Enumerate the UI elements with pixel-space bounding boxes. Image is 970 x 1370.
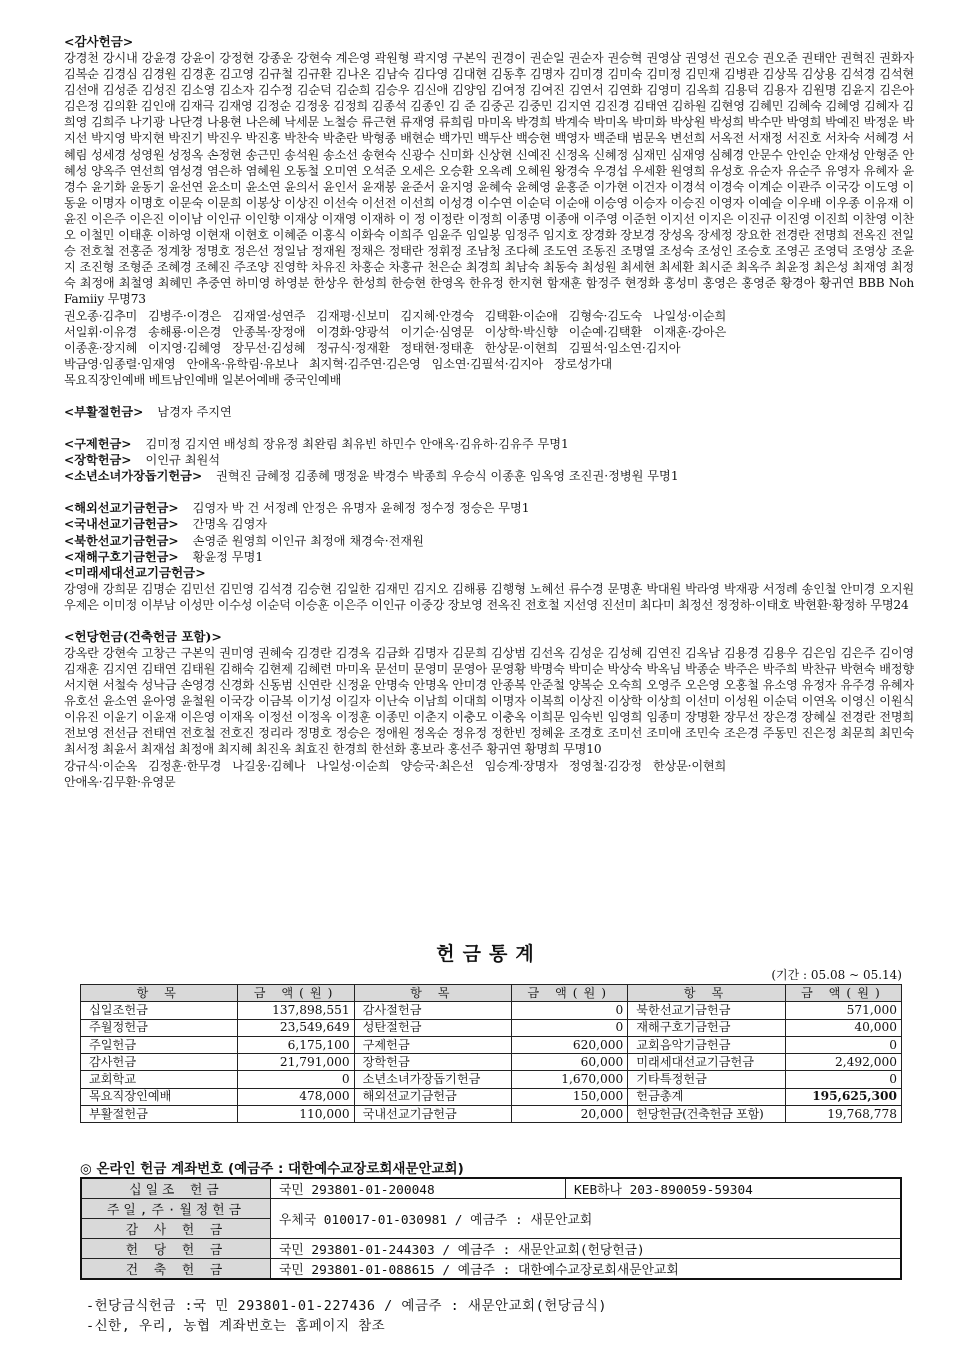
account-label: 감 사 헌 금	[81, 1219, 271, 1239]
stats-amount: 20,000	[512, 1106, 628, 1123]
stats-item: 주일헌금	[81, 1036, 238, 1053]
future-section	[64, 564, 918, 613]
stats-amount: 137,898,551	[238, 1002, 354, 1019]
stats-amount: 571,000	[785, 1002, 901, 1019]
stats-item: 헌당헌금(건축헌금 포함)	[628, 1106, 785, 1123]
scholarship-title: <장학헌금>	[64, 453, 132, 468]
stats-title: 헌금통계	[436, 943, 542, 965]
stats-item: 재해구호기금헌금	[628, 1019, 785, 1036]
building-names: 강옥란 강현숙 고창근 구본익 권미영 권혜숙 김경란 김경옥 김금화 김명자 김문희 김상범 김선옥 김성운 김성혜 김연진 김옥남 김용경 김용우 김은임 김은주 김이영 김재훈 김지연 김태연 김태원 김해숙 김현제 김혜련 마미옥 문선미 문영미 문영아 문영황 박명숙 박미순 박상숙 박옥님 박종순 박주은 박주희 박찬규 박현숙 배정향 서지현 서철숙 성낙금 손영경 신경화 신동범 신연란 신정윤 안명숙 안명옥 안미경 안종복 안준철 양복순 오숙희 오영주 오은영 오홍철 유소영 유정자 유주경 유혜자 유호선 윤소연 윤아영 윤철원 이국강 이금복 이기성 이길자 이난숙 이남희 이대희 이명자 이복희 이상진 이상학 이상희 이선미 이성원 이순덕 이연옥 이영신 이원식 이유진 이윤기 이윤재 이은영 이재옥 이정선 이정옥 이정훈 이종민 이춘지 이충모 이충옥 이희문 임숙빈 임영희 임종미 장명환 장무선 장은경 장혜실 전경란 전명희 전보영 전선금 전태연 전호철 전호진 정리라 정명호 정승은 정애원 정옥순 정유정 정한빈 정혜윤 조경호 조미선 조미애 조민숙 조은경 주동민 진은정 최문희 최민숙 최서정 최윤서 최재섭 최정애 최지혜 최진옥 최효진 한경희 한선화 홍보라 홍선주 황귀연 황명희 무명10	[64, 645, 918, 757]
relief-row	[64, 436, 914, 452]
stats-amount: 23,549,649	[238, 1019, 354, 1036]
stats-item: 목요직장인예배	[81, 1088, 238, 1105]
account-row	[81, 1259, 901, 1280]
disaster-row	[64, 549, 914, 565]
account-label: 건 축 헌 금	[81, 1259, 271, 1280]
stats-header-amount: 금 액(원)	[238, 985, 354, 1002]
stats-amount: 0	[512, 1019, 628, 1036]
stats-item: 구제헌금	[354, 1036, 511, 1053]
stats-item: 장학헌금	[354, 1054, 511, 1071]
stats-amount: 0	[512, 1002, 628, 1019]
stats-amount: 478,000	[238, 1088, 354, 1105]
account-value: KEB하나 203-890059-59304	[566, 1178, 901, 1199]
account-value: 국민 293801-01-200048	[271, 1178, 566, 1199]
building-couples: 강규식·이순옥 김정훈·한무경 나길웅·김혜나 나일성·이순희 양승국·최은선 임승계·장명자 정영철·김강정 한상문·이현희 안애옥·김무환·유영문	[64, 758, 727, 789]
account-row	[81, 1199, 901, 1219]
stats-amount: 110,000	[238, 1106, 354, 1123]
stats-table	[80, 984, 902, 1123]
northkorea-names: 손영준 원영희 이인규 최정애 채경숙·전재원	[192, 533, 424, 548]
building-title: <헌당헌금(건축헌금 포함)>	[64, 628, 222, 644]
overseas-row	[64, 500, 914, 516]
stats-item: 성탄절헌금	[354, 1019, 511, 1036]
overseas-title: <해외선교기금헌금>	[64, 501, 179, 516]
building-section	[64, 628, 918, 790]
stats-item: 감사절헌금	[354, 1002, 511, 1019]
youth-names: 권혁진 금혜정 김종혜 맹정윤 박경수 박종희 우승식 이종훈 임옥영 조진권·정병원 무명1	[216, 469, 679, 484]
northkorea-title: <북한선교기금헌금>	[64, 533, 179, 548]
stats-item: 감사헌금	[81, 1054, 238, 1071]
stats-row	[81, 1002, 902, 1019]
stats-row	[81, 1036, 902, 1053]
thanks-title: <감사헌금>	[64, 34, 134, 49]
account-label: 십일조 헌금	[81, 1178, 271, 1199]
thanks-section	[64, 34, 918, 388]
stats-item: 기타특정헌금	[628, 1071, 785, 1088]
stats-amount: 1,670,000	[512, 1071, 628, 1088]
domestic-names: 간명옥 김영자	[192, 517, 268, 532]
stats-header-item: 항 목	[81, 985, 238, 1002]
account-row	[81, 1239, 901, 1259]
stats-item: 부활절헌금	[81, 1106, 238, 1123]
youth-title: <소년소녀가장돕기헌금>	[64, 469, 203, 484]
stats-item: 교회학교	[81, 1071, 238, 1088]
northkorea-row	[64, 533, 914, 549]
thanks-names: 강경천 강시내 강윤경 강윤이 강정현 강종운 강현숙 계은영 곽원형 곽지영 구본익 권경이 권순일 권순자 권승혁 권영삼 권영선 권오승 권오준 권태안 권혁진 권화자 김복순 김경심 김경원 김경훈 김고영 김규철 김규환 김나온 김남숙 김다영 김대현 김동후 김명자 김미경 김미숙 김미정 김민재 김병관 김상목 김상용 김석경 김석현 김선애 김성준 김성진 김소영 김소자 김수정 김순덕 김순희 김승우 김신애 김양임 김여정 김여진 김연서 김연화 김영미 김옥희 김용덕 김용자 김원명 김윤지 김은아 김은정 김의환 김인애 김재극 김재영 김정순 김정웅 김정희 김종석 김종인 김 준 김중곤 김중민 김지연 김진경 김태연 김하원 김현영 김혜민 김혜숙 김혜영 김혜자 김희영 김희주 나기광 나단경 나용현 나은혜 낙세문 노철승 류근현 류재영 류희림 마미옥 박경희 박계숙 박미옥 박미화 박상원 박성희 박수만 박영희 박예진 박정운 박지선 박지영 박지현 박진기 박진우 박진홍 박찬숙 박춘란 박형종 배현순 백가민 백두산 백승현 백영자 백준태 범문옥 변선희 서옥전 서재정 서진호 서차숙 서혜경 서혜림 성세경 성영원 성정옥 손정현 송근민 송석원 송소선 송현숙 신광수 신미화 신상현 신예진 신정옥 신혜정 심재민 심재영 심혜경 안문수 안인순 안재성 안형준 안혜성 양옥주 연선희 염성경 염은하 염혜원 오동철 오미연 오석준 오세은 오승환 오옥례 오혜원 왕경숙 우경섭 우세환 원영희 유성호 유순자 유순주 유영자 유혜자 윤경수 윤기화 윤동기 윤선연 윤소미 윤소연 윤의서 윤인서 윤재봉 윤준서 윤지영 윤혜숙 윤혜영 윤홍준 이가현 이건자 이경석 이경숙 이계순 이관주 이국강 이도영 이동윤 이명자 이명호 이문숙 이문희 이봉상 이상진 이선숙 이선전 이선희 이성경 이수연 이순덕 이순애 이승영 이승자 이승진 이영자 이예슬 이우배 이우종 이유재 이윤진 이은주 이은진 이이남 이인규 이인향 이재상 이재영 이재하 이 정 이정란 이정희 이종명 이종애 이주영 이준헌 이지선 이지은 이진규 이진영 이진희 이찬영 이찬오 이철민 이태훈 이하영 이현재 이현호 이혜준 이홍식 이화숙 이희주 임윤주 임일봉 임정주 임지호 장경화 장보경 장성옥 장세정 장요한 전경란 전명희 전옥진 전일승 전호철 전홍준 정계창 정명호 정은선 정일남 정재원 정채은 정태란 정휘정 조남청 조다혜 조도연 조동진 조명열 조성숙 조성인 조승호 조영곤 조영덕 조영상 조윤지 조진형 조형준 조혜경 조혜진 주조양 진영학 차유진 차홍순 차홍규 천은순 최경희 최남숙 최동숙 최성원 최세현 최세환 최시준 최옥주 최윤정 최은성 최재영 최정숙 최정애 최철영 최혜민 추중연 하미영 하영분 한상우 한성희 한승현 한영옥 한유정 한지현 함재훈 함정주 현정화 홍성미 홍영은 홍영준 황경아 황귀연 BBB Noh Famiiy 무명73	[64, 51, 918, 307]
resurrection-names: 남경자 주지연	[157, 404, 232, 419]
stats-item: 해외선교기금헌금	[354, 1088, 511, 1105]
account-note: -신한, 우리, 농협 계좌번호는 홈페이지 참조	[86, 1318, 386, 1334]
account-value: 국민 293801-01-244303 / 예금주 : 새문안교회(헌당헌금)	[271, 1239, 902, 1259]
account-label: 헌 당 헌 금	[81, 1239, 271, 1259]
stats-amount: 0	[785, 1036, 901, 1053]
stats-total-amount: 195,625,300	[785, 1088, 901, 1105]
stats-amount: 40,000	[785, 1019, 901, 1036]
disaster-title: <재해구호기금헌금>	[64, 549, 179, 564]
stats-amount: 0	[785, 1071, 901, 1088]
relief-names: 김미정 김지연 배성희 장유정 최완림 최유빈 하민수 안애옥·김유하·김유주 무명1	[145, 437, 569, 452]
account-value: 국민 293801-01-088615 / 예금주 : 대한예수교장로회새문안교회	[271, 1259, 902, 1280]
stats-row	[81, 1071, 902, 1088]
stats-row	[81, 1054, 902, 1071]
stats-amount: 60,000	[512, 1054, 628, 1071]
stats-amount: 2,492,000	[785, 1054, 901, 1071]
stats-header-amount: 금 액(원)	[785, 985, 901, 1002]
thanks-couples: 권오종·김추미 김병주·이경은 김재열·성연주 김재평·신보미 김지혜·안경숙 김택환·이순애 김형숙·김도숙 나일성·이순희 서일휘·이유경 송해룡·이은경 안종복·장정애 이경화·양광석 이기순·심영문 이상학·박신향 이순예·김택환 이재훈·강아은 이종훈·장지혜 이지영·김혜영 장무선·김성혜 정규식·정재환 정태현·정태훈 한상문·이현희 김필석·임소연·김지아 박금영·임종렬·임재영 안애옥·유학림·유보나 최지혁·김주연·김은영 임소연·김필석·김지아 장로성가대	[64, 308, 727, 371]
relief-title: <구제헌금>	[64, 437, 132, 452]
stats-header-item: 항 목	[354, 985, 511, 1002]
stats-item: 십일조헌금	[81, 1002, 238, 1019]
accounts-title: ◎ 온라인 헌금 계좌번호 (예금주 : 대한예수교장로회새문안교회)	[80, 1161, 464, 1177]
offering-page	[64, 34, 918, 1334]
stats-period: (기간 : 05.08 ~ 05.14)	[771, 968, 902, 982]
stats-row	[81, 1088, 902, 1105]
stats-amount: 0	[238, 1071, 354, 1088]
youth-row	[64, 468, 914, 484]
future-title: <미래세대선교기금헌금>	[64, 564, 206, 580]
account-value: 우체국 010017-01-030981 / 예금주 : 새문안교회	[271, 1199, 902, 1239]
stats-item: 교회음악기금헌금	[628, 1036, 785, 1053]
future-names: 강영애 강희문 김명순 김민선 김민영 김석경 김승현 김일한 김재민 김지오 김해룡 김행형 노혜선 류수경 문명훈 박대원 박라영 박재광 서정례 송인철 안미경 오지원 우제은 이미정 이부남 이성만 이수성 이순덕 이승훈 이은주 이인규 이중강 장보영 전옥진 전호철 지선영 진선미 최다미 최정선 정정하·이태호 박현환·황정하 무명24	[64, 581, 918, 612]
stats-row	[81, 1019, 902, 1036]
account-row	[81, 1178, 901, 1199]
stats-amount: 19,768,778	[785, 1106, 901, 1123]
stats-header-item: 항 목	[628, 985, 785, 1002]
stats-item: 주월정헌금	[81, 1019, 238, 1036]
stats-row	[81, 1106, 902, 1123]
stats-amount: 6,175,100	[238, 1036, 354, 1053]
scholarship-names: 이인규 최원석	[145, 453, 221, 468]
stats-amount: 150,000	[512, 1088, 628, 1105]
stats-item: 소년소녀가장돕기헌금	[354, 1071, 511, 1088]
stats-item: 국내선교기금헌금	[354, 1106, 511, 1123]
account-label: 주일,주·월정헌금	[81, 1199, 271, 1219]
overseas-names: 김영자 박 건 서정례 안정은 유명자 윤혜정 정수정 정승은 무명1	[192, 501, 530, 516]
stats-amount: 21,791,000	[238, 1054, 354, 1071]
thanks-services: 목요직장인예배 베트남인예배 일본어예배 중국인예배	[64, 372, 342, 387]
accounts-table	[80, 1177, 902, 1280]
resurrection-title: <부활절헌금>	[64, 404, 144, 419]
domestic-title: <국내선교기금헌금>	[64, 517, 179, 532]
stats-item: 북한선교기금헌금	[628, 1002, 785, 1019]
stats-amount: 620,000	[512, 1036, 628, 1053]
stats-header-row	[81, 985, 902, 1002]
stats-total-label: 헌금총계	[628, 1088, 785, 1105]
disaster-names: 황윤정 무명1	[192, 549, 264, 564]
stats-header-amount: 금 액(원)	[512, 985, 628, 1002]
domestic-row	[64, 516, 914, 532]
account-note: -헌당금식헌금 :국 민 293801-01-227436 / 예금주 : 새문안교회(헌당금식)	[86, 1298, 608, 1314]
stats-item: 미래세대선교기금헌금	[628, 1054, 785, 1071]
resurrection-row	[64, 404, 914, 420]
scholarship-row	[64, 452, 914, 468]
